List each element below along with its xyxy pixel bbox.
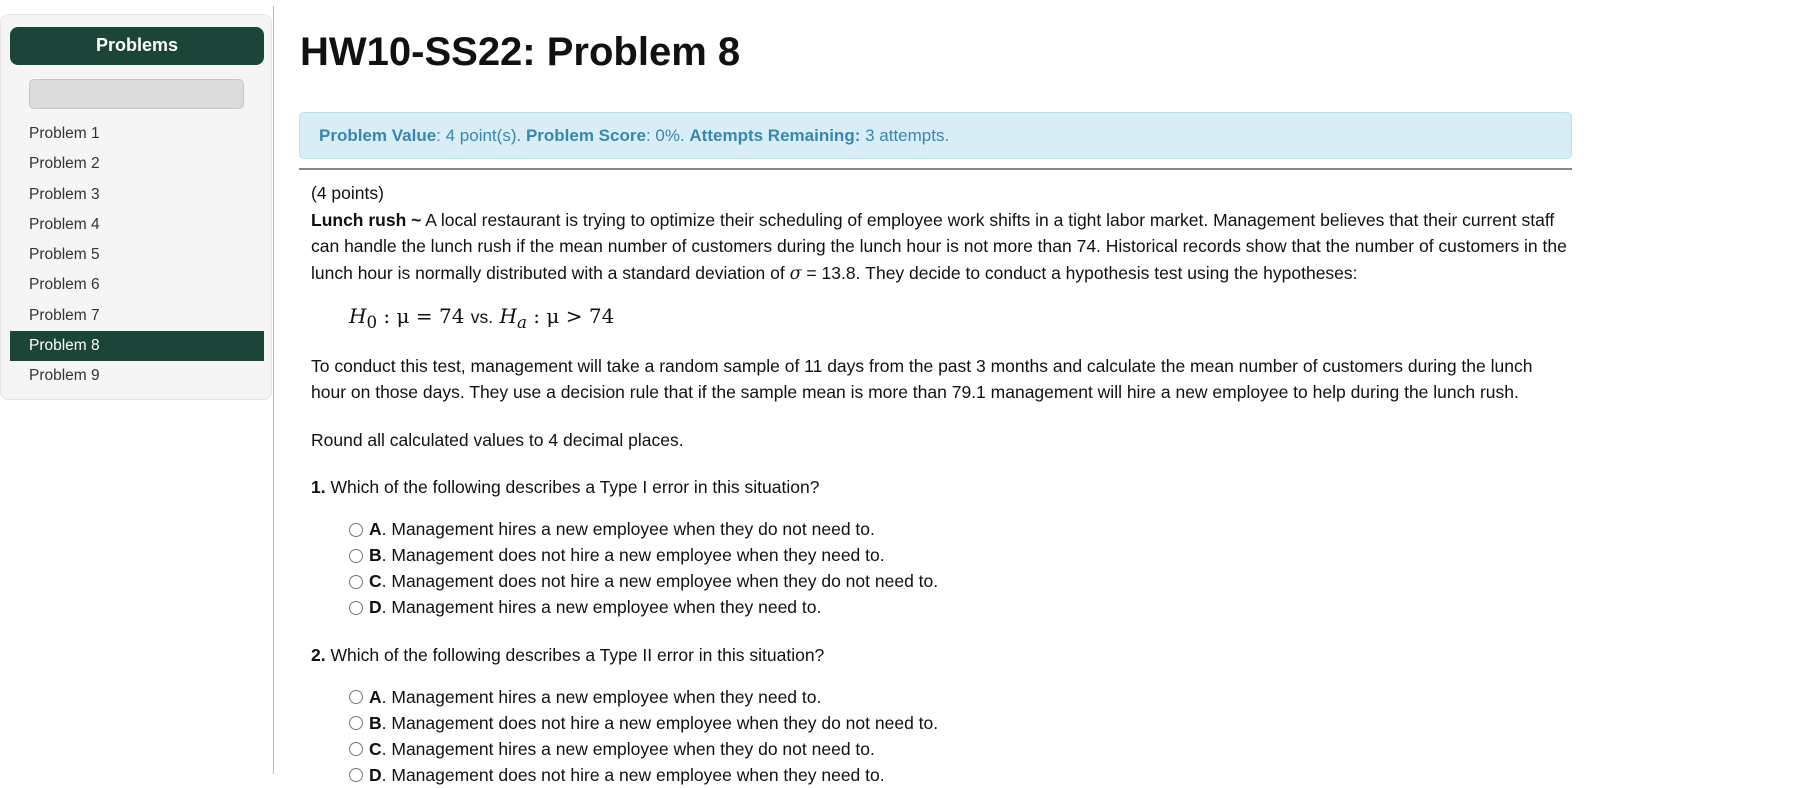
question-number: 2. [311, 644, 326, 665]
sidebar-item-problem-5[interactable]: Problem 5 [29, 246, 100, 264]
problems-header: Problems [10, 27, 264, 65]
option-letter: B [369, 545, 382, 566]
sidebar-item-problem-9[interactable]: Problem 9 [29, 367, 100, 385]
radio-button[interactable] [349, 575, 363, 589]
separator [299, 168, 1572, 170]
question-2 [311, 642, 1571, 669]
option-1b[interactable] [349, 543, 1571, 569]
sidebar-item-problem-7[interactable]: Problem 7 [29, 306, 100, 324]
option-text: . Management hires a new employee when they need to. [381, 597, 822, 618]
option-text: . Management hires a new employee when they need to. [381, 686, 822, 707]
problem-status-alert [299, 112, 1572, 159]
problem-search-input[interactable] [29, 79, 244, 109]
sidebar-item-problem-1[interactable]: Problem 1 [29, 125, 100, 142]
attempts-text: 3 attempts. [860, 126, 950, 145]
radio-button[interactable] [349, 742, 363, 756]
option-letter: D [369, 597, 382, 618]
sidebar-item-problem-2[interactable]: Problem 2 [29, 155, 100, 173]
question-1-options [349, 517, 1571, 621]
option-1c[interactable] [349, 569, 1571, 595]
intro-end: = 13.8. They decide to conduct a hypothesis test using the hypotheses: [801, 262, 1358, 283]
h0-sub: 0 [366, 313, 378, 332]
option-2d[interactable] [349, 762, 1571, 788]
ha-sub: a [516, 313, 527, 332]
hypotheses [349, 303, 1571, 337]
question-number: 1. [311, 477, 326, 497]
ha: H [493, 304, 517, 328]
option-text: . Management hires a new employee when they do not need to. [381, 519, 875, 540]
option-letter: C [369, 738, 382, 759]
h0: H [349, 304, 367, 328]
option-text: . Management does not hire a new employee when they do not need to. [381, 712, 939, 733]
option-letter: C [369, 571, 382, 592]
option-1d[interactable] [349, 595, 1571, 621]
problem-intro [311, 207, 1571, 288]
score-text: : 0%. [645, 126, 690, 145]
option-letter: B [369, 712, 382, 733]
value-label: Problem Value [319, 126, 437, 145]
sidebar-item-problem-6[interactable]: Problem 6 [29, 276, 100, 294]
option-text: . Management does not hire a new employee when they do not need to. [381, 571, 939, 592]
radio-button[interactable] [349, 690, 363, 704]
question-text: Which of the following describes a Type I error in this situation? [325, 477, 820, 497]
h0-rest: : μ = 74 [377, 304, 471, 328]
radio-button[interactable] [349, 601, 363, 615]
option-letter: A [369, 519, 382, 540]
value-text: : 4 point(s). [436, 126, 526, 145]
points: (4 points) [311, 183, 384, 203]
option-1a[interactable] [349, 517, 1571, 543]
option-text: . Management does not hire a new employee when they need to. [381, 764, 885, 785]
question-text: Which of the following describes a Type II error in this situation? [325, 644, 825, 665]
question-1 [311, 474, 1571, 501]
radio-button[interactable] [349, 716, 363, 730]
ha-rest: : μ > 74 [526, 304, 615, 328]
page-title: HW10-SS22: Problem 8 [300, 30, 741, 74]
problem-list [10, 119, 264, 392]
sigma-symbol: σ [789, 263, 802, 284]
sidebar-divider [273, 6, 274, 774]
option-letter: A [369, 686, 382, 707]
radio-button[interactable] [349, 768, 363, 782]
problem-body [311, 180, 1571, 788]
option-text: . Management does not hire a new employee when they need to. [381, 545, 885, 566]
vs: vs. [470, 307, 494, 327]
option-text: . Management hires a new employee when they do not need to. [381, 738, 875, 759]
intro-text: A local restaurant is trying to optimize their scheduling of employee work shifts in a tight labor market. Management believes that their current staff can handle the lunch rush if the mean number of customers during the lunch hour is not more than 74. Historical records show that the number of customers in the lunch hour is normally distributed with a standard deviation of [311, 209, 1567, 283]
option-2b[interactable] [349, 710, 1571, 736]
option-2c[interactable] [349, 736, 1571, 762]
radio-button[interactable] [349, 549, 363, 563]
radio-button[interactable] [349, 523, 363, 537]
option-letter: D [369, 764, 382, 785]
score-label: Problem Score [525, 126, 646, 145]
problem-lead: Lunch rush ~ [311, 209, 422, 230]
round-note: Round all calculated values to 4 decimal places. [311, 429, 684, 450]
attempts-label: Attempts Remaining: [689, 126, 861, 145]
option-2a[interactable] [349, 684, 1571, 710]
problems-sidebar [0, 14, 272, 400]
sidebar-item-problem-4[interactable]: Problem 4 [29, 215, 100, 233]
sidebar-item-problem-3[interactable]: Problem 3 [29, 185, 100, 203]
sidebar-item-problem-8[interactable]: Problem 8 [10, 331, 264, 361]
problem-para-2: To conduct this test, management will take a random sample of 11 days from the past 3 months and calculate the mean number of customers during the lunch hour on those days. They use a decision rule that if the sample mean is more than 79.1 management will hire a new employee to help during the lunch rush. [311, 355, 1533, 402]
question-2-options [349, 684, 1571, 788]
